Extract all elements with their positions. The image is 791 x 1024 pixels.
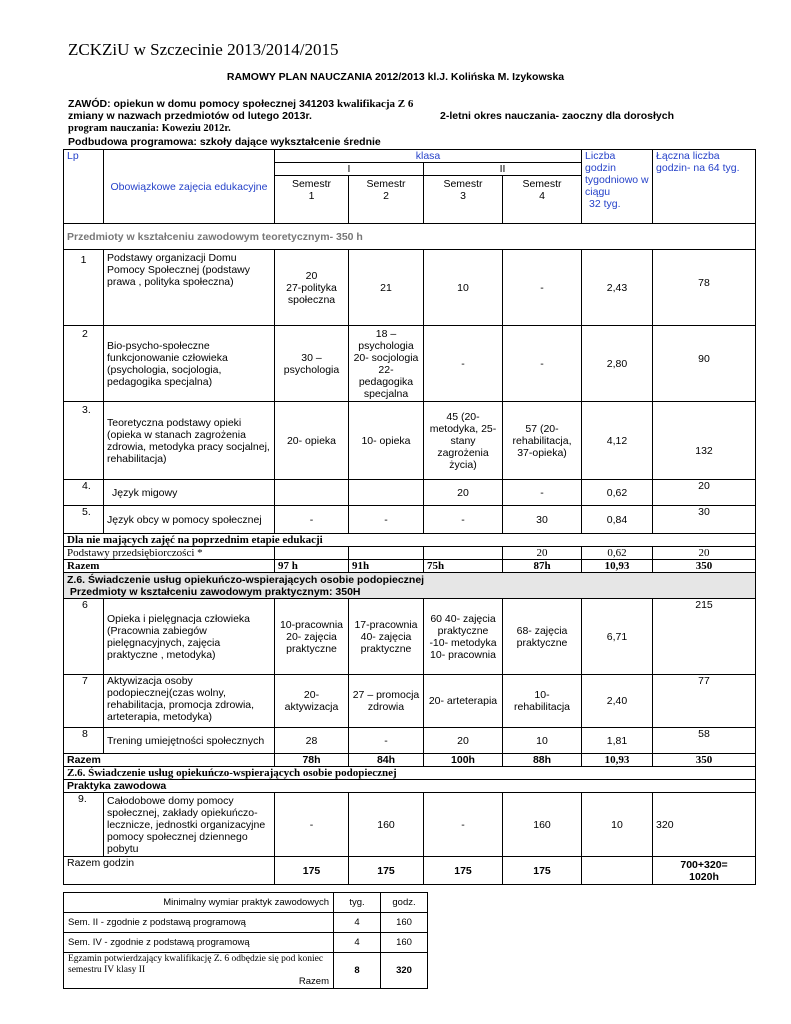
- razem-row: Razem 78h 84h 100h 88h 10,93 350: [64, 754, 756, 767]
- razem-row: Egzamin potwierdzający kwalifikację Z. 6 odbędzie się pod koniec semestru IV klasy II Razem 8 320: [64, 953, 428, 989]
- section-theory: Przedmioty w kształceniu zawodowym teoretycznym- 350 h: [64, 224, 756, 250]
- lp-header: Lp: [64, 150, 104, 224]
- table-row: 5. Język obcy w pomocy społecznej - - - 30 0,84 30: [64, 506, 756, 534]
- semester-1-header: Semestr 1: [275, 176, 349, 224]
- section-no-prior: Dla nie mających zajęć na poprzednim etapie edukacji: [64, 534, 756, 547]
- plan-title: RAMOWY PLAN NAUCZANIA 2012/2013 kl.J. Kolińska M. Izykowska: [226, 71, 565, 83]
- table-row: Podstawy przedsiębiorczości * 20 0,62 20: [64, 547, 756, 560]
- table-row: 3. Teoretyczna podstawy opieki (opieka w stanach zagrożenia zdrowia, metodyka pracy socjalnej, rehabilitacja) 20- opieka 10- opieka 45 (20- metodyka, 25- stany zagrożenia życia) 57 (20- rehabilitacja, 37-opieka) 4,12 132: [64, 402, 756, 480]
- weekly-header-weeks: 32 tyg.: [589, 198, 621, 210]
- section-practice: Z.6. Świadczenie usług opiekuńczo-wspierających osobie podopiecznej Przedmioty w kształceniu zawodowym praktycznym: 350H: [64, 573, 756, 599]
- program-note: program nauczania: Koweziu 2012r.: [68, 123, 231, 134]
- practice-summary-table: Minimalny wymiar praktyk zawodowych tyg. godz. Sem. II - zgodnie z podstawą programową 4 160 Sem. IV - zgodnie z podstawą programową 4 160 Egzamin potwierdzający kwalifikację Z. 6 odbędzie się pod koniec semestru IV klasy II Razem 8 320: [63, 892, 428, 989]
- weekly-header: [582, 150, 653, 224]
- table-row: 2 Bio-psycho-społeczne funkcjonowanie człowieka (psychologia, socjologia, pedagogika specjalna) 30 – psychologia 18 – psychologia 20- socjologia 22- pedagogika specjalna - - 2,80 90: [64, 326, 756, 402]
- table-row: 7 Aktywizacja osoby podopiecznej(czas wolny, rehabilitacja, promocja zdrowia, arteterapia, metodyka) 20- aktywizacja 27 – promocja zdrowia 20- arteterapia 10- rehabilitacja 2,40 77: [64, 675, 756, 728]
- period-note: 2-letni okres nauczania- zaoczny dla dorosłych: [440, 110, 674, 122]
- table-row: Sem. IV - zgodnie z podstawą programową 4 160: [64, 933, 428, 953]
- total-header: Łączna liczba godzin- na 64 tyg.: [653, 150, 756, 224]
- section-internship: Praktyka zawodowa: [64, 780, 756, 793]
- table-row: Sem. II - zgodnie z podstawą programową 4 160: [64, 913, 428, 933]
- qualification: kwalifikacja Z 6: [336, 98, 414, 110]
- table-row: 6 Opieka i pielęgnacja człowieka (Pracownia zabiegów pielęgnacyjnych, zajęcia praktyczne , metodyka) 10-pracownia 20- zajęcia praktyczne 17-pracownia 40- zajęcia praktyczne 60 40- zajęcia praktyczne -10- metodyka 10- pracownia 68- zajęcia praktyczne 6,71 215: [64, 599, 756, 675]
- profession-line: [68, 98, 413, 110]
- table-row: 1 Podstawy organizacji Domu Pomocy Społecznej (podstawy prawa , polityka społeczna) 20 27-polityka społeczna 21 10 - 2,43 78: [64, 250, 756, 326]
- semester-4-header: Semestr 4: [503, 176, 582, 224]
- grand-total: 700+320= 1020h: [653, 857, 756, 885]
- section-z6: Z.6. Świadczenie usług opiekuńczo-wspierających osobie podopiecznej: [64, 767, 756, 780]
- school-header: ZCKZiU w Szczecinie 2013/2014/2015: [68, 40, 339, 59]
- class-1-header: I: [275, 163, 424, 176]
- class-2-header: II: [424, 163, 582, 176]
- subjects-header: Obowiązkowe zajęcia edukacyjne: [104, 150, 275, 224]
- semester-2-header: Semestr 2: [349, 176, 424, 224]
- curriculum-table: [63, 149, 756, 885]
- basis-note: Podbudowa programowa: szkoły dające wykształcenie średnie: [68, 136, 381, 148]
- weekly-header-label: Liczba godzin tygodniowo w ciągu: [585, 150, 649, 198]
- razem-label: Razem: [298, 976, 329, 987]
- exam-note: Egzamin potwierdzający kwalifikację Z. 6 odbędzie się pod koniec semestru IV klasy II: [68, 954, 324, 975]
- klasa-header: klasa: [275, 150, 582, 163]
- razem-godzin-row: Razem godzin 175 175 175 175 700+320= 1020h: [64, 857, 756, 885]
- profession: ZAWÓD: opiekun w domu pomocy społecznej 341203: [68, 98, 335, 110]
- semester-3-header: Semestr 3: [424, 176, 503, 224]
- table-row: 9. Całodobowe domy pomocy społecznej, zakłady opiekuńczo- lecznicze, jednostki organizacyjne pomocy społecznej dziennego pobytu - 160 - 160 10 320: [64, 793, 756, 857]
- changes-note: zmiany w nazwach przedmiotów od lutego 2013r.: [68, 110, 312, 122]
- table-row: 4. Język migowy 20 - 0,62 20: [64, 480, 756, 506]
- razem-row: Razem 97 h 91h 75h 87h 10,93 350: [64, 560, 756, 573]
- table-row: 8 Trening umiejętności społecznych 28 - 20 10 1,81 58: [64, 728, 756, 754]
